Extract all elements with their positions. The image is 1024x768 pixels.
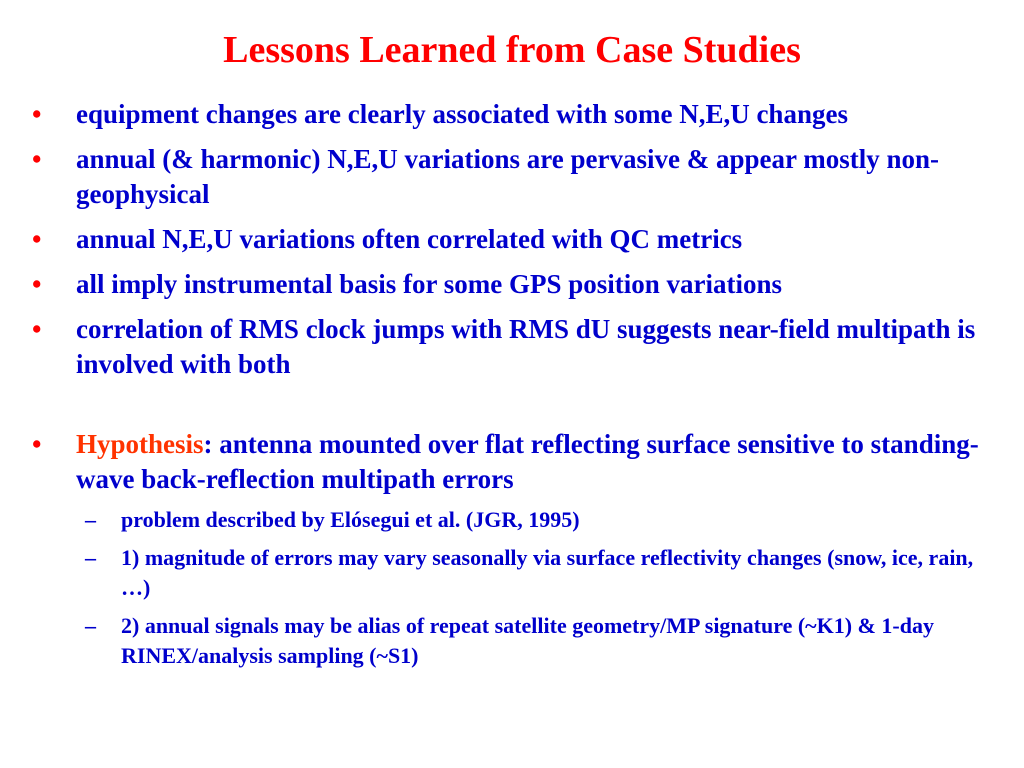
- bullet-icon: •: [32, 314, 42, 344]
- bullet-item: [30, 97, 1000, 132]
- sub-bullet-text: problem described by Elósegui et al. (JGR, 1995): [121, 507, 580, 532]
- bullet-list: [30, 97, 1000, 681]
- bullet-item: [30, 222, 1000, 257]
- dash-icon: –: [85, 545, 96, 570]
- bullet-text: annual (& harmonic) N,E,U variations are pervasive & appear mostly non-geophysical: [76, 144, 939, 209]
- hypothesis-item: [30, 427, 1000, 671]
- hypothesis-label: Hypothesis: [76, 429, 204, 459]
- dash-icon: –: [85, 507, 96, 532]
- slide-title: Lessons Learned from Case Studies: [223, 29, 801, 71]
- sub-bullet-item: [75, 611, 1000, 671]
- bullet-text: annual N,E,U variations often correlated with QC metrics: [76, 224, 743, 254]
- bullet-icon: •: [32, 429, 42, 459]
- bullet-icon: •: [32, 269, 42, 299]
- bullet-text: correlation of RMS clock jumps with RMS dU suggests near-field multipath is involved with both: [76, 314, 976, 379]
- bullet-item: [30, 267, 1000, 302]
- bullet-icon: •: [32, 144, 42, 174]
- hypothesis-text: : antenna mounted over flat reflecting surface sensitive to standing-wave back-reflection multipath errors: [76, 429, 979, 494]
- bullet-text: all imply instrumental basis for some GPS position variations: [76, 269, 783, 299]
- bullet-icon: •: [32, 99, 42, 129]
- sub-bullet-item: [75, 543, 1000, 603]
- sub-bullet-list: [76, 505, 1000, 671]
- bullet-icon: •: [32, 224, 42, 254]
- sub-bullet-text: 2) annual signals may be alias of repeat satellite geometry/MP signature (~K1) & 1-day RINEX/analysis sampling (~S1): [121, 613, 934, 668]
- sub-bullet-item: [75, 505, 1000, 535]
- sub-bullet-text: 1) magnitude of errors may vary seasonally via surface reflectivity changes (snow, ice, rain, …): [121, 545, 974, 600]
- bullet-item: [30, 312, 1000, 382]
- bullet-item: [30, 142, 1000, 212]
- dash-icon: –: [85, 613, 96, 638]
- bullet-text: equipment changes are clearly associated with some N,E,U changes: [76, 99, 848, 129]
